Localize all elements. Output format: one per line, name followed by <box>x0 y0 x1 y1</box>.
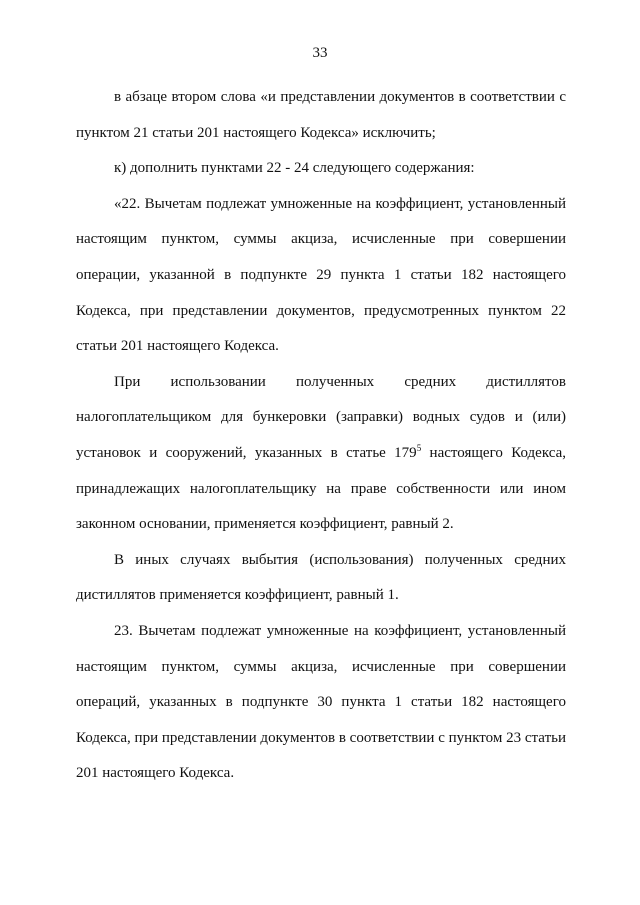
paragraph-bunkering-text-end: настоящего Кодекса, принадлежащих налогоплательщику на праве собственности или ином законном основании, применяется коэффициент, равный 2. <box>76 444 566 533</box>
paragraph-other-cases: В иных случаях выбытия (использования) полученных средних дистиллятов применяется коэффициент, равный 1. <box>76 551 566 604</box>
paragraph-amendment-intro: к) дополнить пунктами 22 - 24 следующего содержания: <box>114 160 475 177</box>
paragraph-deletion-clause: в абзаце втором слова «и представлении документов в соответствии с пунктом 21 статьи 201 настоящего Кодекса» исключить; <box>76 89 566 141</box>
paragraph-item-23: 23. Вычетам подлежат умноженные на коэффициент, установленный настоящим пунктом, суммы акциза, исчисленные при совершении операций, указанных в подпункте 30 пункта 1 статьи 182 настоящего Кодекса, при представлении документов в соответствии с пунктом 23 статьи 201 настоящего Кодекса. <box>76 622 566 782</box>
paragraph-bunkering-coefficient <box>76 365 566 543</box>
paragraph-item-22: «22. Вычетам подлежат умноженные на коэффициент, установленный настоящим пунктом, суммы акциза, исчисленные при совершении операции, указанной в подпункте 29 пункта 1 статьи 182 настоящего Кодекса, при представлении документов, предусмотренных пунктом 22 статьи 201 настоящего Кодекса. <box>76 195 566 355</box>
paragraph-bunkering-text-start: При использовании полученных средних дистиллятов налогоплательщиком для бункеровки (заправки) водных судов и (или) установок и сооружений, указанных в статье 179 <box>76 373 566 461</box>
page-number: 33 <box>312 45 328 61</box>
document-body <box>76 80 566 792</box>
article-superscript: 5 <box>416 442 422 453</box>
